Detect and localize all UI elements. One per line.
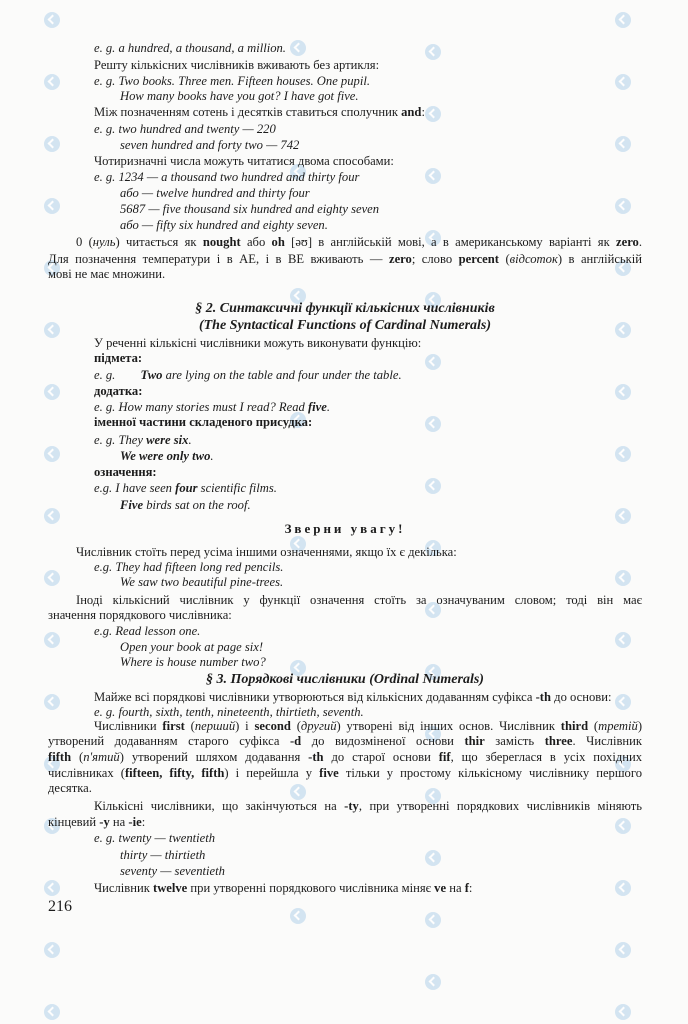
text-segment: : xyxy=(468,881,473,895)
text-line xyxy=(120,186,310,200)
text-segment: перший xyxy=(194,719,236,733)
text-segment: three xyxy=(544,734,573,748)
watermark-logo-icon xyxy=(44,12,60,28)
text-segment: означення: xyxy=(94,465,157,479)
text-line xyxy=(94,799,642,813)
text-segment: Кількісні числівники, що закінчуються на xyxy=(94,799,345,813)
text-segment: числівниках ( xyxy=(48,766,125,780)
text-segment: кінцевий xyxy=(48,815,100,829)
watermark-logo-icon xyxy=(44,384,60,400)
text-segment: e.g. They had fifteen long red pencils. xyxy=(94,560,284,574)
text-segment: ( xyxy=(498,252,510,266)
text-segment: [əʊ] в англійській мові, а в американському варіанті як xyxy=(284,235,617,249)
text-line xyxy=(48,750,642,764)
text-line xyxy=(94,41,286,55)
text-segment: e. g. two hundred and twenty — 220 xyxy=(94,122,276,136)
watermark-logo-icon xyxy=(44,880,60,896)
text-segment: third xyxy=(560,719,589,733)
text-segment: на xyxy=(446,881,465,895)
text-line xyxy=(120,449,214,463)
text-segment: мові не має множини. xyxy=(48,267,166,281)
watermark-logo-icon xyxy=(425,478,441,494)
watermark-logo-icon xyxy=(615,322,631,338)
text-line xyxy=(94,415,312,429)
text-segment: fifth xyxy=(48,750,72,764)
section-2-subheading xyxy=(150,318,540,334)
watermark-logo-icon xyxy=(44,74,60,90)
text-segment: . xyxy=(188,433,192,447)
text-segment: percent xyxy=(458,252,499,266)
text-line xyxy=(120,655,266,669)
watermark-logo-icon xyxy=(425,416,441,432)
watermark-logo-icon xyxy=(44,446,60,462)
text-segment: oh xyxy=(271,235,285,249)
watermark-logo-icon xyxy=(44,136,60,152)
text-segment: ) читається як xyxy=(115,235,203,249)
watermark-logo-icon xyxy=(425,168,441,184)
text-segment: first xyxy=(162,719,185,733)
text-line xyxy=(120,202,379,216)
text-line xyxy=(94,170,359,184)
text-segment: e. g. Two books. Three men. Fifteen houses. One pupil. xyxy=(94,74,370,88)
text-line xyxy=(94,481,277,495)
text-segment: п'ятий xyxy=(83,750,120,764)
text-segment: іменної частини складеного присудка: xyxy=(94,415,313,429)
page-number xyxy=(48,898,72,916)
watermark-logo-icon xyxy=(615,694,631,710)
watermark-logo-icon xyxy=(425,912,441,928)
text-segment: третій xyxy=(598,719,638,733)
text-line xyxy=(94,881,472,895)
text-segment: are lying on the table and four under the table. xyxy=(162,368,402,382)
text-line xyxy=(94,433,192,447)
text-line xyxy=(76,545,457,559)
text-line xyxy=(120,575,283,589)
text-segment: Решту кількісних числівників вживають без артикля: xyxy=(94,58,380,72)
text-line xyxy=(120,218,328,232)
text-segment: при утворенні порядкового числівника міняє xyxy=(187,881,435,895)
text-line xyxy=(120,640,263,654)
text-segment: f xyxy=(464,881,469,895)
watermark-logo-icon xyxy=(615,12,631,28)
text-segment: thirty — thirtieth xyxy=(120,848,206,862)
text-line xyxy=(76,235,642,249)
text-segment: Числівник стоїть перед усіма іншими означеннями, якщо їх є декілька: xyxy=(76,545,457,559)
section-2-heading xyxy=(150,301,540,317)
text-line xyxy=(120,498,251,512)
text-segment: 0 ( xyxy=(76,235,93,249)
text-segment: Між позначенням сотень і десятків ставиться сполучник xyxy=(94,105,402,119)
text-segment: . xyxy=(210,449,214,463)
text-segment: and xyxy=(401,105,422,119)
watermark-logo-icon xyxy=(615,880,631,896)
text-segment: Five xyxy=(120,498,144,512)
text-line xyxy=(94,690,611,704)
text-segment: e. g. fourth, sixth, tenth, nineteenth, thirtieth, seventh. xyxy=(94,705,364,719)
watermark-logo-icon xyxy=(615,384,631,400)
section-3-heading xyxy=(150,672,540,688)
text-segment: -d xyxy=(289,734,302,748)
watermark-logo-icon xyxy=(425,974,441,990)
text-segment: Числівник xyxy=(94,881,153,895)
text-line xyxy=(94,122,276,136)
text-segment: zero xyxy=(388,252,412,266)
text-line xyxy=(48,766,642,780)
text-segment: нуль xyxy=(92,235,116,249)
text-line xyxy=(94,154,394,168)
watermark-logo-icon xyxy=(615,508,631,524)
text-segment: Open your book at page six! xyxy=(120,640,264,654)
text-segment: значення порядкового числівника: xyxy=(48,608,232,622)
text-segment: Іноді кількісний числівник у функції означення стоїть за означуваним словом; тоді він має xyxy=(76,593,642,607)
text-segment: e. g. a hundred, a thousand, a million. xyxy=(94,41,286,55)
text-segment: e.g. Read lesson one. xyxy=(94,624,201,638)
text-segment: birds sat on the roof. xyxy=(143,498,251,512)
text-segment: Майже всі порядкові числівники утворюються від кількісних додаванням суфікса xyxy=(94,690,536,704)
text-line xyxy=(120,89,359,103)
text-segment: або xyxy=(240,235,272,249)
text-segment: Two xyxy=(140,368,163,382)
text-segment: -th xyxy=(535,690,552,704)
text-segment: ) xyxy=(637,719,643,733)
text-line xyxy=(120,848,205,862)
text-line xyxy=(120,864,225,878)
text-line xyxy=(94,105,425,119)
text-segment: десятка. xyxy=(48,781,92,795)
text-segment: Числівники xyxy=(94,719,163,733)
text-segment: 5687 — five thousand six hundred and eighty seven xyxy=(120,202,380,216)
text-segment: seven hundred and forty two — 742 xyxy=(120,138,300,152)
watermark-logo-icon xyxy=(615,198,631,214)
text-segment: до старої основи xyxy=(323,750,439,764)
watermark-logo-icon xyxy=(615,446,631,462)
text-segment: ) утворений шляхом додавання xyxy=(119,750,309,764)
text-segment: § 2. Синтаксичні функції кількісних числівників xyxy=(195,301,495,316)
text-line xyxy=(94,351,142,365)
text-line xyxy=(94,368,402,382)
watermark-logo-icon xyxy=(44,508,60,524)
watermark-logo-icon xyxy=(290,908,306,924)
text-segment: e. g. They xyxy=(94,433,147,447)
text-segment: five xyxy=(307,400,327,414)
watermark-logo-icon xyxy=(425,850,441,866)
text-segment: тільки у простому кількісному числівнику першого xyxy=(338,766,642,780)
text-segment: ( xyxy=(71,750,84,764)
text-segment: ; слово xyxy=(411,252,459,266)
text-segment: thir xyxy=(464,734,485,748)
text-segment: -y xyxy=(99,815,110,829)
text-line xyxy=(48,267,165,281)
text-segment: ( xyxy=(184,719,195,733)
text-segment: second xyxy=(254,719,291,733)
watermark-logo-icon xyxy=(615,136,631,152)
watermark-logo-icon xyxy=(425,106,441,122)
text-segment: ve xyxy=(434,881,447,895)
watermark-logo-icon xyxy=(615,632,631,648)
text-line xyxy=(94,624,200,638)
text-line xyxy=(94,719,642,733)
text-segment: ) утворені від інших основ. Числівник xyxy=(336,719,561,733)
text-segment: e. g. 1234 — a thousand two hundred and thirty four xyxy=(94,170,360,184)
text-segment: -th xyxy=(308,750,324,764)
text-segment: zero xyxy=(616,235,639,249)
text-segment: (The Syntactical Functions of Cardinal Numerals) xyxy=(198,318,492,333)
text-line xyxy=(48,815,145,829)
text-segment: ( xyxy=(290,719,301,733)
text-segment: five xyxy=(319,766,339,780)
text-segment: : xyxy=(141,815,146,829)
text-line xyxy=(94,74,370,88)
text-segment: ) і xyxy=(235,719,255,733)
text-segment: У реченні кількісні числівники можуть виконувати функцію: xyxy=(94,336,422,350)
watermark-logo-icon xyxy=(44,694,60,710)
text-segment: до основи: xyxy=(551,690,612,704)
watermark-logo-icon xyxy=(425,44,441,60)
text-line xyxy=(94,560,283,574)
watermark-logo-icon xyxy=(615,942,631,958)
text-segment: додатка: xyxy=(94,384,143,398)
text-segment: -ty xyxy=(344,799,359,813)
text-line xyxy=(120,138,299,152)
watermark-logo-icon xyxy=(615,570,631,586)
text-line xyxy=(94,58,379,72)
text-segment: ( xyxy=(588,719,599,733)
watermark-logo-icon xyxy=(44,322,60,338)
text-segment: We saw two beautiful pine-trees. xyxy=(120,575,284,589)
text-line xyxy=(94,705,364,719)
text-segment: підмета: xyxy=(94,351,143,365)
text-segment: e. g. xyxy=(94,368,141,382)
text-segment: другий xyxy=(300,719,337,733)
text-line xyxy=(48,252,642,266)
text-segment: . xyxy=(326,400,330,414)
text-segment: e.g. I have seen xyxy=(94,481,176,495)
text-segment: , при утворенні порядкових числівників міняють xyxy=(358,799,642,813)
text-segment: або — twelve hundred and thirty four xyxy=(120,186,310,200)
text-segment: , що збереглася в усіх похідних xyxy=(450,750,643,764)
text-segment: nought xyxy=(202,235,241,249)
watermark-logo-icon xyxy=(44,1004,60,1020)
text-segment: Чотиризначні числа можуть читатися двома способами: xyxy=(94,154,394,168)
watermark-logo-icon xyxy=(615,1004,631,1020)
text-segment: fifteen, fifty, fifth xyxy=(124,766,225,780)
text-segment: . Числівник xyxy=(572,734,642,748)
text-segment: Where is house number two? xyxy=(120,655,266,669)
text-segment: утворений додаванням старого суфікса xyxy=(48,734,290,748)
text-line xyxy=(94,336,421,350)
text-segment: Для позначення температури і в АЕ, і в ВЕ вживають — xyxy=(48,252,389,266)
watermark-logo-icon xyxy=(615,74,631,90)
watermark-logo-icon xyxy=(44,570,60,586)
text-segment: Зверни увагу! xyxy=(284,521,406,536)
watermark-logo-icon xyxy=(425,354,441,370)
text-line xyxy=(48,734,642,748)
text-line xyxy=(48,608,232,622)
attention-heading xyxy=(150,521,540,536)
text-line xyxy=(94,400,330,414)
text-segment: e. g. twenty — twentieth xyxy=(94,831,216,845)
text-segment: seventy — seventieth xyxy=(120,864,225,878)
text-segment: four xyxy=(175,481,198,495)
text-segment: § 3. Порядкові числівники (Ordinal Numerals) xyxy=(206,672,484,687)
watermark-logo-icon xyxy=(44,632,60,648)
text-segment: до видозміненої основи xyxy=(301,734,465,748)
watermark-logo-icon xyxy=(44,198,60,214)
text-segment: . xyxy=(638,235,643,249)
text-line xyxy=(94,831,215,845)
watermark-logo-icon xyxy=(290,40,306,56)
text-segment: : xyxy=(421,105,425,119)
text-segment: twelve xyxy=(153,881,188,895)
text-segment: We were only two xyxy=(120,449,211,463)
text-segment: замість xyxy=(484,734,545,748)
text-segment: на xyxy=(109,815,129,829)
text-segment: ) і перейшла у xyxy=(224,766,320,780)
text-segment: 216 xyxy=(48,898,72,915)
text-segment: were six xyxy=(146,433,189,447)
text-line xyxy=(48,781,92,795)
text-segment: ) в англійській xyxy=(557,252,643,266)
text-line xyxy=(76,593,642,607)
text-segment: scientific films. xyxy=(197,481,277,495)
watermark-logo-icon xyxy=(615,818,631,834)
text-line xyxy=(94,384,142,398)
text-segment: -ie xyxy=(128,815,142,829)
watermark-logo-icon xyxy=(44,942,60,958)
text-segment: відсоток xyxy=(509,252,558,266)
text-segment: e. g. How many stories must I read? Read xyxy=(94,400,308,414)
text-segment: fif xyxy=(438,750,451,764)
text-segment: або — fifty six hundred and eighty seven. xyxy=(120,218,328,232)
text-line xyxy=(94,465,157,479)
watermark-logo-icon xyxy=(290,784,306,800)
text-segment: How many books have you got? I have got five. xyxy=(120,89,359,103)
